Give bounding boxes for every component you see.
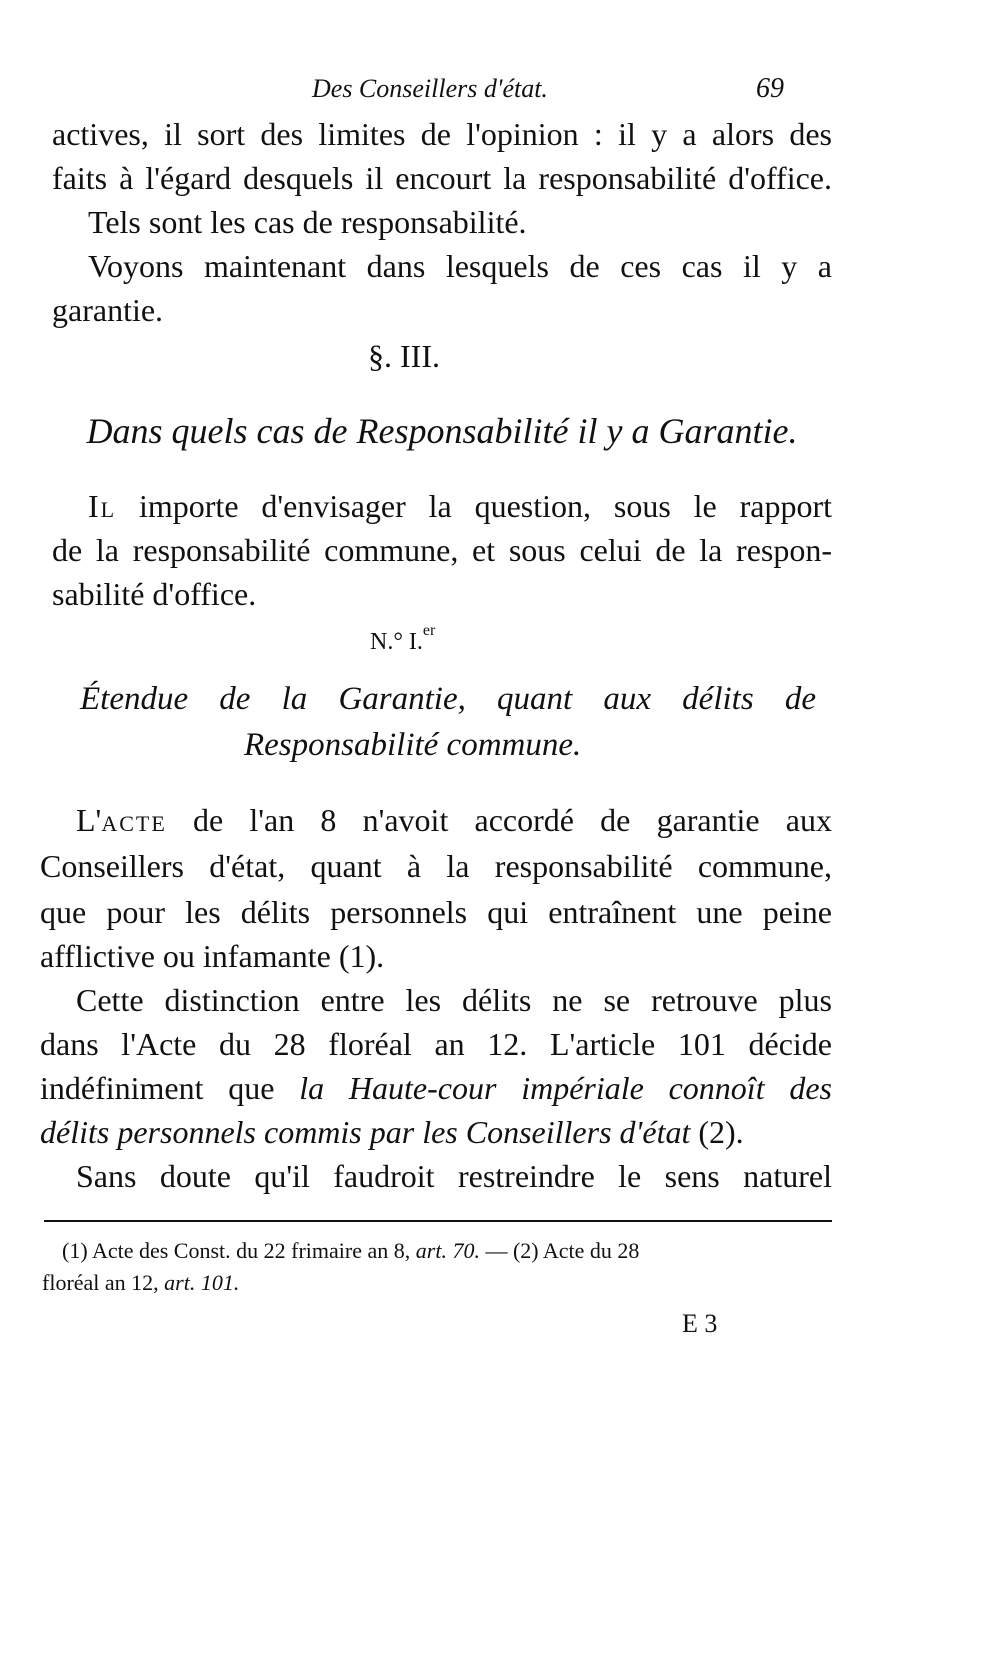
text-line [40,1112,744,1152]
text-span: floréal an 12, [42,1270,159,1295]
text-line: afflictive ou infamante (1). [40,938,385,974]
text-line [40,1068,832,1108]
text-span: indéfiniment que [40,1070,275,1106]
section-number: §. III. [368,338,440,374]
running-title: Des Conseillers d'état. [312,74,548,103]
italic-ref: art. 101. [164,1270,240,1295]
text-line: Cette distinction entre les délits ne se retrouve plus [76,982,832,1018]
text-line: actives, il sort des limites de l'opinion : il y a alors des [52,116,832,152]
text-line [88,486,832,526]
text-span: — (2) Acte du 28 [485,1238,640,1263]
small-caps-word: acte [101,802,167,838]
page-number: 69 [756,73,784,104]
footnote-line [42,1268,239,1298]
text-span: importe d'envisager la question, sous le rapport [138,488,833,524]
text-line: Tels sont les cas de responsabilité. [88,204,527,240]
italic-quote: la Haute-cour impériale connoît des [299,1070,832,1106]
text-line: dans l'Acte du 28 floréal an 12. L'article 101 décide [40,1026,832,1062]
footnote-ref: (2). [698,1114,744,1150]
text-line: garantie. [52,292,164,328]
text-span: L' [76,802,102,838]
text-line [76,800,832,840]
subsection-number-sup: er [422,622,436,639]
text-line: Voyons maintenant dans lesquels de ces cas il y a [88,248,832,284]
subsection-title-line1: Étendue de la Garantie, quant aux délits de [80,681,816,717]
text-line: que pour les délits personnels qui entraînent une peine [40,894,832,930]
footnote-line [62,1236,639,1266]
text-line: de la responsabilité commune, et sous celui de la respon- [52,532,832,568]
text-line: Sans doute qu'il faudroit restreindre le sens naturel [76,1158,832,1194]
text-span: (1) Acte des Const. du 22 frimaire an 8, [62,1238,411,1263]
italic-ref: art. 70. [415,1238,480,1263]
footnote-rule [44,1220,832,1222]
subsection-number [370,616,435,657]
subsection-number-main: N.° I. [370,629,423,655]
text-line: faits à l'égard desquels il encourt la responsabilité d'office. [52,160,832,196]
text-span: de l'an 8 n'avoit accordé de garantie aux [192,802,832,838]
section-title: Dans quels cas de Responsabilité il y a Garantie. [86,411,798,451]
text-line: Conseillers d'état, quant à la responsabilité commune, [40,848,832,884]
drop-cap: Il [88,488,117,524]
text-line: sabilité d'office. [52,576,257,612]
italic-quote: délits personnels commis par les Conseillers d'état [40,1114,691,1150]
subsection-title-line2: Responsabilité commune. [244,727,582,763]
signature-mark: E 3 [682,1309,718,1338]
